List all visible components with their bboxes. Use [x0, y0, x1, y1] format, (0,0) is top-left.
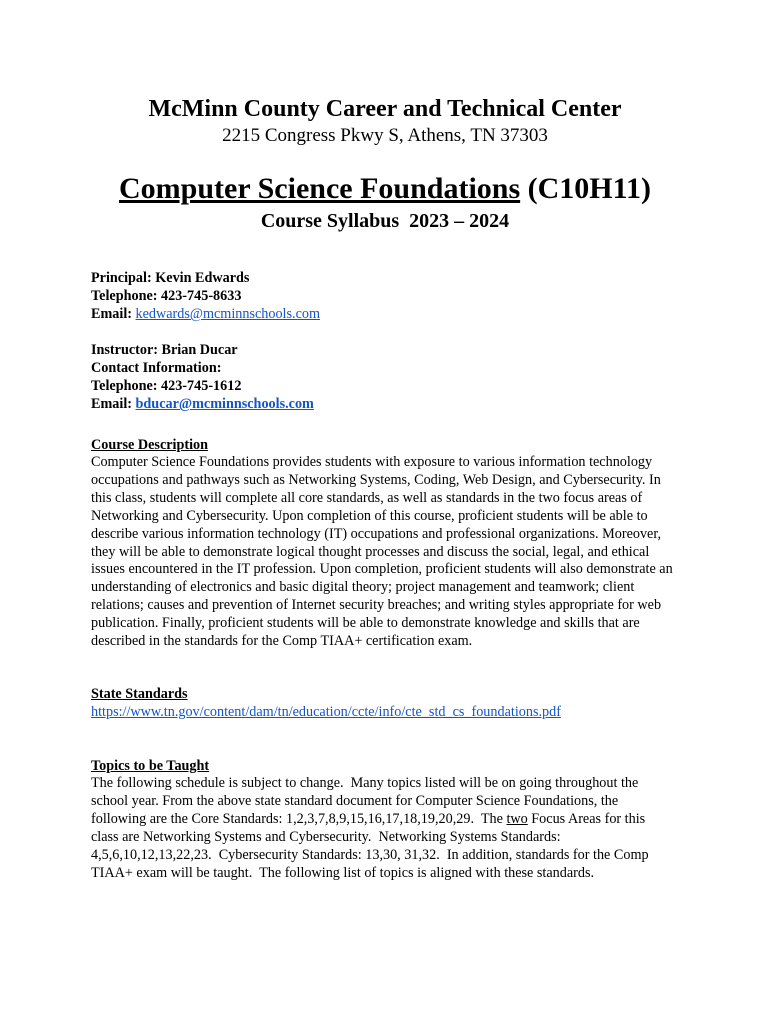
principal-email-link[interactable]: kedwards@mcminnschools.com — [135, 306, 320, 322]
school-name: McMinn County Career and Technical Center — [148, 96, 622, 122]
principal-email-label: Email: — [91, 306, 132, 322]
syllabus-title: Course Syllabus 2023 – 2024 — [260, 210, 510, 232]
instructor-phone: Telephone: 423-745-1612 — [91, 378, 242, 394]
topics-text — [91, 775, 676, 882]
instructor-email-link[interactable]: bducar@mcminnschools.com — [135, 396, 314, 412]
instructor-contact-label: Contact Information: — [91, 360, 222, 376]
instructor-info — [91, 341, 691, 413]
state-standards-heading: State Standards — [91, 686, 188, 702]
instructor-email-line — [91, 395, 691, 413]
topics-text-after: Focus Areas for this class are Networking Systems and Cybersecurity. Networking Systems Standards: 4,5,6,10,12,13,22,23. Cybersecurity Standards: 13,30, 31,32. In addition, standards for the Comp TIAA+ exam will be taught. The following list of topics is aligned with these standards. — [91, 810, 652, 881]
state-standards-link[interactable]: https://www.tn.gov/content/dam/tn/education/ccte/info/cte_std_cs_foundations.pdf — [91, 704, 561, 720]
topics-underlined-word: two — [506, 810, 528, 827]
topics-text-before: The following schedule is subject to change. Many topics listed will be on going throughout the school year. From the above state standard document for Computer Science Foundations, the following are the Core Standards: 1,2,3,7,8,9,15,16,17,18,19,20,29. The — [91, 775, 642, 827]
school-address: 2215 Congress Pkwy S, Athens, TN 37303 — [222, 125, 548, 146]
course-name: Computer Science Foundations — [119, 172, 521, 205]
instructor-name: Instructor: Brian Ducar — [91, 342, 238, 358]
course-description-heading: Course Description — [91, 437, 209, 453]
course-title — [0, 170, 770, 208]
course-description-section — [91, 436, 691, 651]
principal-phone: Telephone: 423-745-8633 — [91, 288, 242, 304]
instructor-email-label: Email: — [91, 396, 132, 412]
state-standards-section — [91, 685, 691, 721]
topics-section — [91, 757, 691, 882]
principal-info — [91, 269, 691, 323]
principal-email-line — [91, 305, 691, 323]
course-code: (C10H11) — [527, 172, 651, 205]
topics-heading: Topics to be Taught — [91, 758, 210, 774]
principal-name: Principal: Kevin Edwards — [91, 270, 250, 286]
course-description-text: Computer Science Foundations provides students with exposure to various information technology occupations and pathways such as Networking Systems, Coding, Web Design, and Cybersecurity. In this class, students will complete all core standards, as well as standards in the two focus areas of Networking and Cybersecurity. Upon completion of this course, proficient students will be able to describe various information technology (IT) occupations and professional organizations. Moreover, they will be able to demonstrate logical thought processes and discuss the social, legal, and ethical issues encountered in the IT profession. Upon completion, proficient students will also demonstrate an understanding of electronics and basic digital theory; project management and teamwork; client relations; causes and prevention of Internet security breaches; and writing styles appropriate for web publication. Finally, proficient students will be able to demonstrate knowledge and skills that are described in the standards for the Comp TIAA+ certification exam. — [91, 454, 673, 650]
